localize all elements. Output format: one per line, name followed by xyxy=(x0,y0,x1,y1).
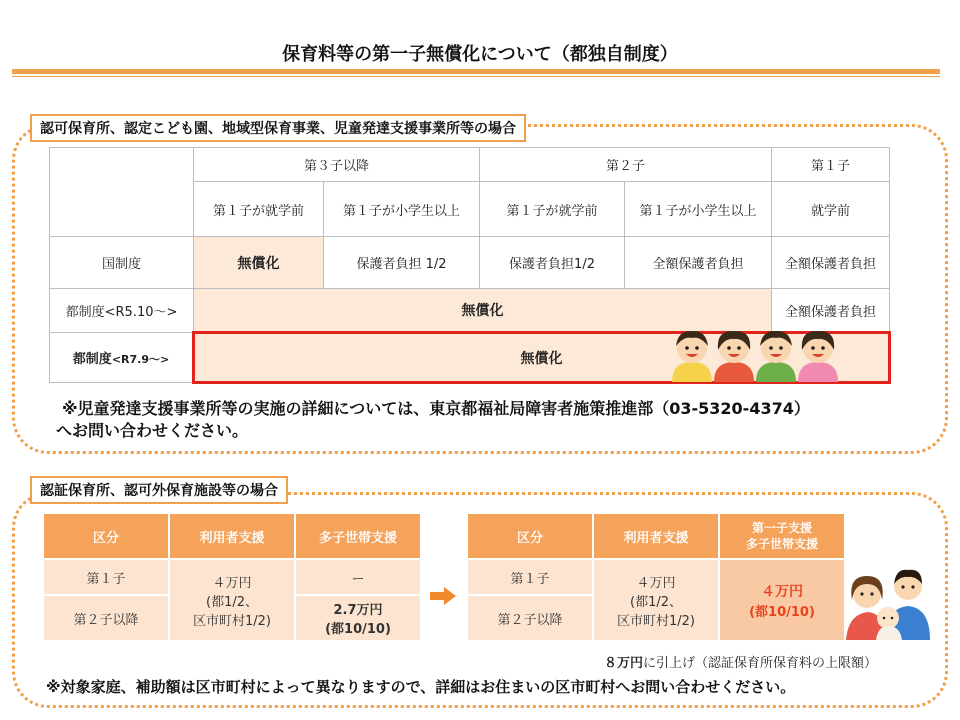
arrow-right-icon xyxy=(430,587,456,605)
note-line: へお問い合わせください。 xyxy=(56,421,249,440)
col-header: 区分 xyxy=(44,514,168,558)
cell-line: ４万円 xyxy=(636,575,676,591)
user-support-cell xyxy=(170,560,294,640)
after-support-table xyxy=(466,512,846,642)
col-header: 多子世帯支援 xyxy=(296,514,420,558)
children-illustration-icon xyxy=(668,326,840,382)
row-label-tokyo-r5: 都制度<R5.10～> xyxy=(50,289,194,333)
child-icon xyxy=(798,331,838,382)
raise-footnote xyxy=(604,652,877,671)
cell-line: 2.7万円 xyxy=(333,603,383,618)
user-support-cell xyxy=(594,560,718,640)
sub-header: 第１子が就学前 xyxy=(480,182,625,237)
header-second-child: 第２子 xyxy=(480,148,772,182)
page-title: 保育料等の第一子無償化について（都独自制度） xyxy=(282,44,678,65)
cell-value: 全額保護者負担 xyxy=(772,237,890,289)
col-header xyxy=(720,514,844,558)
child-icon xyxy=(756,331,796,382)
col-header: 利用者支援 xyxy=(594,514,718,558)
header-first-child: 第１子 xyxy=(772,148,890,182)
cell-line: (都10/10) xyxy=(749,604,815,620)
cell-value: 全額保護者負担 xyxy=(625,237,772,289)
section1-note xyxy=(56,398,810,442)
child-icon xyxy=(714,331,754,382)
raise-text: に引上げ（認証保育所保育料の上限額） xyxy=(643,656,878,671)
section2-tag: 認証保育所、認可外保育施設等の場合 xyxy=(30,476,288,504)
note-line: ※児童発達支援事業所等の実施の詳細については、東京都福祉局障害者施策推進部（03-5320-4374） xyxy=(62,399,810,418)
before-support-table xyxy=(42,512,422,642)
row-label: 第２子以降 xyxy=(44,596,168,640)
row-label-tokyo-r7 xyxy=(50,333,194,383)
table-corner xyxy=(50,148,194,237)
header-third-child: 第３子以降 xyxy=(194,148,480,182)
cell-line: 区市町村1/2) xyxy=(193,613,271,629)
row-label-date: <R7.9～> xyxy=(111,353,170,366)
cell-free: 無償化 xyxy=(194,237,324,289)
cell-line: ４万円 xyxy=(212,575,252,591)
multi-child-cell: ー xyxy=(296,560,420,594)
cell-value: 保護者負担1/2 xyxy=(480,237,625,289)
cell-line: (都1/2、 xyxy=(630,594,682,610)
cell-line: (都1/2、 xyxy=(206,594,258,610)
row-label: 第１子 xyxy=(468,560,592,594)
col-header: 利用者支援 xyxy=(170,514,294,558)
title-underline-thin xyxy=(12,76,940,77)
cell-value: 保護者負担 1/2 xyxy=(324,237,480,289)
multi-child-cell xyxy=(296,596,420,640)
sub-header: 第１子が小学生以上 xyxy=(324,182,480,237)
header-line: 多子世帯支援 xyxy=(745,537,818,551)
title-underline xyxy=(12,69,940,74)
cell-free-span: 無償化 xyxy=(194,289,772,333)
first-child-support-cell xyxy=(720,560,844,640)
family-illustration-icon xyxy=(846,556,930,640)
cell-value: 全額保護者負担 xyxy=(772,289,890,333)
sub-header: 第１子が小学生以上 xyxy=(625,182,772,237)
cell-line: 区市町村1/2) xyxy=(617,613,695,629)
row-label-main: 都制度 xyxy=(72,352,112,367)
cell-line: ４万円 xyxy=(761,583,803,600)
col-header: 区分 xyxy=(468,514,592,558)
raise-amount: ８万円 xyxy=(604,656,644,671)
header-line: 第一子支援 xyxy=(751,521,812,535)
cell-line: (都10/10) xyxy=(325,622,391,637)
sub-header: 第１子が就学前 xyxy=(194,182,324,237)
sub-header: 就学前 xyxy=(772,182,890,237)
row-label-national: 国制度 xyxy=(50,237,194,289)
section2-note: ※対象家庭、補助額は区市町村によって異なりますので、詳細はお住まいの区市町村へお問い合わせください。 xyxy=(46,678,796,696)
row-label: 第２子以降 xyxy=(468,596,592,640)
section1-tag: 認可保育所、認定こども園、地域型保育事業、児童発達支援事業所等の場合 xyxy=(30,114,526,142)
row-label: 第１子 xyxy=(44,560,168,594)
child-icon xyxy=(672,331,712,382)
cell-free-highlight: 無償化 xyxy=(194,333,890,383)
